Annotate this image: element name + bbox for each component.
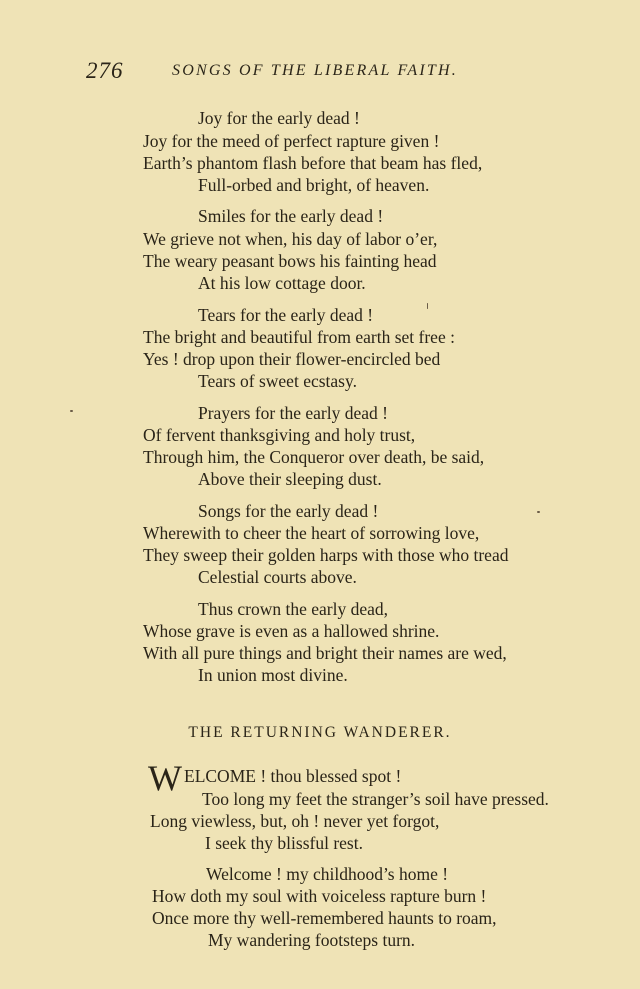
poem-line: Joy for the early dead ! bbox=[198, 108, 360, 128]
poem-line: Too long my feet the stranger’s soil have pressed. bbox=[202, 789, 549, 809]
poem-line: Yes ! drop upon their flower-encircled bed bbox=[143, 349, 441, 369]
poem-line: Wherewith to cheer the heart of sorrowing love, bbox=[143, 523, 480, 543]
paper-speck bbox=[427, 303, 428, 309]
running-title: SONGS OF THE LIBERAL FAITH. bbox=[172, 62, 458, 79]
poem-line: Once more thy well-remembered haunts to roam, bbox=[152, 908, 497, 928]
poem-line: Full-orbed and bright, of heaven. bbox=[198, 175, 430, 195]
poem-line: Songs for the early dead ! bbox=[198, 501, 379, 521]
page-header bbox=[0, 58, 640, 88]
poem-line: Smiles for the early dead ! bbox=[198, 206, 384, 226]
poem-line: Thus crown the early dead, bbox=[198, 599, 388, 619]
poem-line: I seek thy blissful rest. bbox=[205, 833, 363, 853]
poem-line: Tears of sweet ecstasy. bbox=[198, 371, 357, 391]
poem-line: Whose grave is even as a hallowed shrine. bbox=[143, 621, 440, 641]
poem-line: Of fervent thanksgiving and holy trust, bbox=[143, 425, 416, 445]
poem-line: At his low cottage door. bbox=[198, 273, 366, 293]
poem-line: We grieve not when, his day of labor o’er, bbox=[143, 229, 438, 249]
poem-line: They sweep their golden harps with those who tread bbox=[143, 545, 509, 565]
paper-speck bbox=[70, 410, 73, 412]
poem-line: How doth my soul with voiceless rapture burn ! bbox=[152, 886, 487, 906]
section-title: THE RETURNING WANDERER. bbox=[188, 724, 452, 741]
poem-line: Above their sleeping dust. bbox=[198, 469, 382, 489]
poem-line: The bright and beautiful from earth set free : bbox=[143, 327, 455, 347]
paper-speck bbox=[537, 511, 540, 513]
poem-line: ELCOME ! thou blessed spot ! bbox=[184, 766, 402, 786]
poem-line: With all pure things and bright their names are wed, bbox=[143, 643, 507, 663]
poem-line: Celestial courts above. bbox=[198, 567, 357, 587]
page-number: 276 bbox=[86, 58, 124, 83]
poem-line: Tears for the early dead ! bbox=[198, 305, 374, 325]
poem-line: The weary peasant bows his fainting head bbox=[143, 251, 437, 271]
poem-line: Long viewless, but, oh ! never yet forgot, bbox=[150, 811, 440, 831]
poem-line: My wandering footsteps turn. bbox=[208, 930, 416, 950]
poem-line: In union most divine. bbox=[198, 665, 348, 685]
poem-line: Earth’s phantom flash before that beam has fled, bbox=[143, 153, 483, 173]
poem-line: Prayers for the early dead ! bbox=[198, 403, 388, 423]
poem-line: Welcome ! my childhood’s home ! bbox=[206, 864, 449, 884]
poem-line: Joy for the meed of perfect rapture given ! bbox=[143, 131, 440, 151]
drop-cap: W bbox=[148, 758, 182, 798]
poem-line: Through him, the Conqueror over death, be said, bbox=[143, 447, 485, 467]
